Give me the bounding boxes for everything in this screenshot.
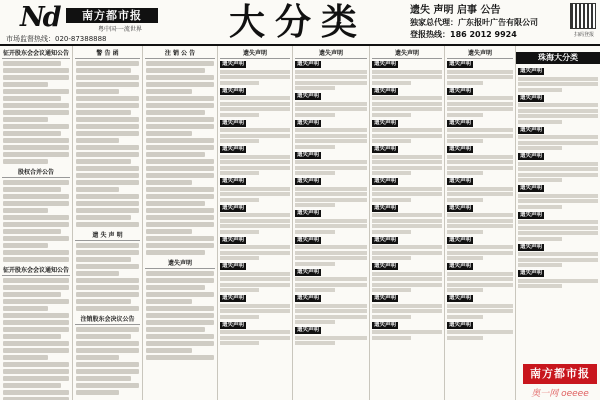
lost-notice — [295, 327, 367, 345]
lost-notice — [518, 185, 598, 209]
notice-tag: 遗失声明 — [449, 295, 472, 301]
notice-tag: 遗失声明 — [222, 146, 245, 152]
lost-notice — [220, 322, 290, 346]
notice-tag: 遗失声明 — [520, 153, 543, 159]
brand-slogan: 粤中国·一流世界 — [98, 26, 142, 33]
lost-notice — [220, 146, 290, 175]
lost-notice — [295, 93, 367, 117]
ad-info — [410, 4, 570, 41]
notice-tag: 遗失声明 — [449, 178, 472, 184]
column-1 — [0, 46, 73, 400]
notice-tag: 遗失声明 — [374, 119, 397, 126]
column-6 — [370, 46, 445, 400]
lost-notice — [518, 244, 598, 268]
notice-tag: 遗失声明 — [449, 263, 472, 269]
notice-tag: 遗失声明 — [520, 68, 543, 74]
notice-tag: 遗失声明 — [222, 263, 245, 269]
lost-notice — [220, 178, 290, 202]
notice-tag: 遗失声明 — [374, 295, 397, 301]
notice-tag: 遗失声明 — [374, 87, 397, 94]
lost-notice — [220, 61, 290, 85]
lost-notice — [220, 295, 290, 319]
lost-notice — [447, 295, 513, 319]
notice-tag: 遗失声明 — [520, 211, 543, 218]
lost-notice — [518, 95, 598, 124]
section-title: 遗失声明 — [220, 47, 290, 59]
lost-notice — [220, 88, 290, 117]
lost-notice — [220, 263, 290, 292]
lost-notice — [447, 61, 513, 85]
column-3 — [143, 46, 218, 400]
lost-notice — [372, 88, 442, 117]
notice-tag: 遗失声明 — [297, 61, 320, 67]
notice-tag: 遗失声明 — [297, 236, 320, 243]
lost-notice — [295, 120, 367, 149]
page-header — [0, 0, 600, 46]
notice-tag: 遗失声明 — [222, 295, 245, 301]
section-title: 遗失声明 — [295, 47, 367, 59]
notice-tag: 遗失声明 — [222, 178, 245, 184]
notice-tag: 遗失声明 — [297, 93, 320, 99]
notice-tag: 遗失声明 — [374, 236, 397, 243]
logo: Nd — [20, 2, 60, 33]
notice-tag: 遗失声明 — [449, 204, 472, 211]
lost-notice — [447, 88, 513, 117]
lost-notice — [295, 210, 367, 234]
lost-notice — [372, 295, 442, 319]
notice-tag: 遗失声明 — [449, 61, 472, 67]
hotline-text: 市场监督热线：020-87388888 — [6, 35, 107, 43]
notice-tag: 遗失声明 — [449, 146, 472, 152]
lost-notice — [447, 263, 513, 292]
site-watermark: 奥一网 oeeee — [531, 389, 589, 399]
lost-notice — [518, 68, 598, 92]
notice-tag: 遗失声明 — [449, 87, 472, 94]
lost-notice — [518, 127, 598, 151]
column-4 — [218, 46, 293, 400]
lost-notice — [372, 146, 442, 175]
notice-tag: 遗失声明 — [374, 61, 397, 67]
section-title: 注销股东会决议公告 — [75, 313, 140, 325]
section-title: 遗失声明 — [372, 47, 442, 59]
column-8 — [516, 46, 600, 400]
notice-tag: 遗失声明 — [520, 185, 543, 191]
lost-notice — [220, 120, 290, 144]
lost-notice — [372, 237, 442, 261]
notice-tag: 遗失声明 — [520, 126, 543, 133]
qr-code-icon[interactable] — [570, 3, 596, 29]
notice-tag: 遗失声明 — [374, 321, 397, 328]
notice-tag: 遗失声明 — [520, 270, 543, 276]
zhuhai-section-title: 珠海大分类 — [516, 52, 600, 64]
section-title: 遗失声明 — [447, 47, 513, 59]
notice-tag: 遗失声明 — [449, 119, 472, 126]
brand-name: 南方都市报 — [66, 8, 158, 23]
lost-notice — [447, 237, 513, 261]
notice-types: 遗失 声明 启事 公告 — [410, 5, 501, 16]
section-title: 警 告 函 — [75, 47, 140, 59]
lost-notice — [295, 295, 367, 324]
lost-notice — [447, 178, 513, 202]
notice-tag: 遗失声明 — [297, 119, 320, 126]
lost-notice — [295, 178, 367, 207]
column-2 — [73, 46, 143, 400]
notice-tag: 遗失声明 — [222, 87, 245, 94]
notice-tag: 遗失声明 — [222, 321, 245, 328]
lost-notice — [220, 237, 290, 261]
notice-tag: 遗失声明 — [222, 61, 245, 67]
lost-notice — [372, 205, 442, 234]
column-7 — [445, 46, 516, 400]
lost-notice — [372, 120, 442, 144]
section-title: 征开股东会会议通知公告 — [2, 264, 70, 276]
notice-tag: 遗失声明 — [297, 295, 320, 301]
notice-tag: 遗失声明 — [374, 146, 397, 152]
lost-notice — [447, 120, 513, 144]
newspaper-badge: 南方都市报 — [523, 364, 597, 384]
lost-notice — [295, 269, 367, 293]
lost-notice — [447, 322, 513, 340]
notice-tag: 遗失声明 — [520, 243, 543, 250]
page-title: 大分类 — [228, 1, 367, 43]
lost-notice — [447, 205, 513, 234]
notice-tag: 遗失声明 — [297, 210, 320, 216]
notice-tag: 遗失声明 — [374, 178, 397, 184]
notice-tag: 遗失声明 — [222, 236, 245, 243]
notice-tag: 遗失声明 — [374, 263, 397, 269]
ad-hotline: 登报热线：186 2012 9924 — [410, 30, 517, 39]
notice-tag: 遗失声明 — [449, 321, 472, 328]
exclusive-agent: 独家总代理：广东报叶广告有限公司 — [410, 18, 538, 27]
column-5 — [293, 46, 370, 400]
lost-notice — [295, 152, 367, 176]
section-title: 遗 失 声 明 — [75, 229, 140, 241]
lost-notice — [220, 205, 290, 234]
section-title: 征开股东会会议通知公告 — [2, 47, 70, 59]
lost-notice — [372, 61, 442, 85]
section-title: 股权合并公告 — [2, 166, 70, 178]
notice-tag: 遗失声明 — [222, 119, 245, 126]
lost-notice — [372, 263, 442, 292]
lost-notice — [295, 61, 367, 90]
notice-tag: 遗失声明 — [374, 204, 397, 211]
notice-tag: 遗失声明 — [297, 151, 320, 158]
notice-tag: 遗失声明 — [520, 94, 543, 101]
section-title: 注 销 公 告 — [145, 47, 215, 59]
notice-tag: 遗失声明 — [297, 178, 320, 184]
section-title: 遗失声明 — [145, 257, 215, 269]
lost-notice — [372, 178, 442, 202]
notice-tag: 遗失声明 — [297, 268, 320, 275]
notice-tag: 遗失声明 — [222, 204, 245, 211]
notice-tag: 遗失声明 — [297, 327, 320, 333]
lost-notice — [447, 146, 513, 175]
qr-caption: 扫码登报 — [573, 32, 594, 38]
classified-body — [0, 46, 600, 400]
lost-notice — [518, 153, 598, 182]
notice-tag: 遗失声明 — [449, 236, 472, 243]
lost-notice — [295, 237, 367, 266]
lost-notice — [518, 270, 598, 288]
lost-notice — [518, 212, 598, 241]
lost-notice — [372, 322, 442, 340]
